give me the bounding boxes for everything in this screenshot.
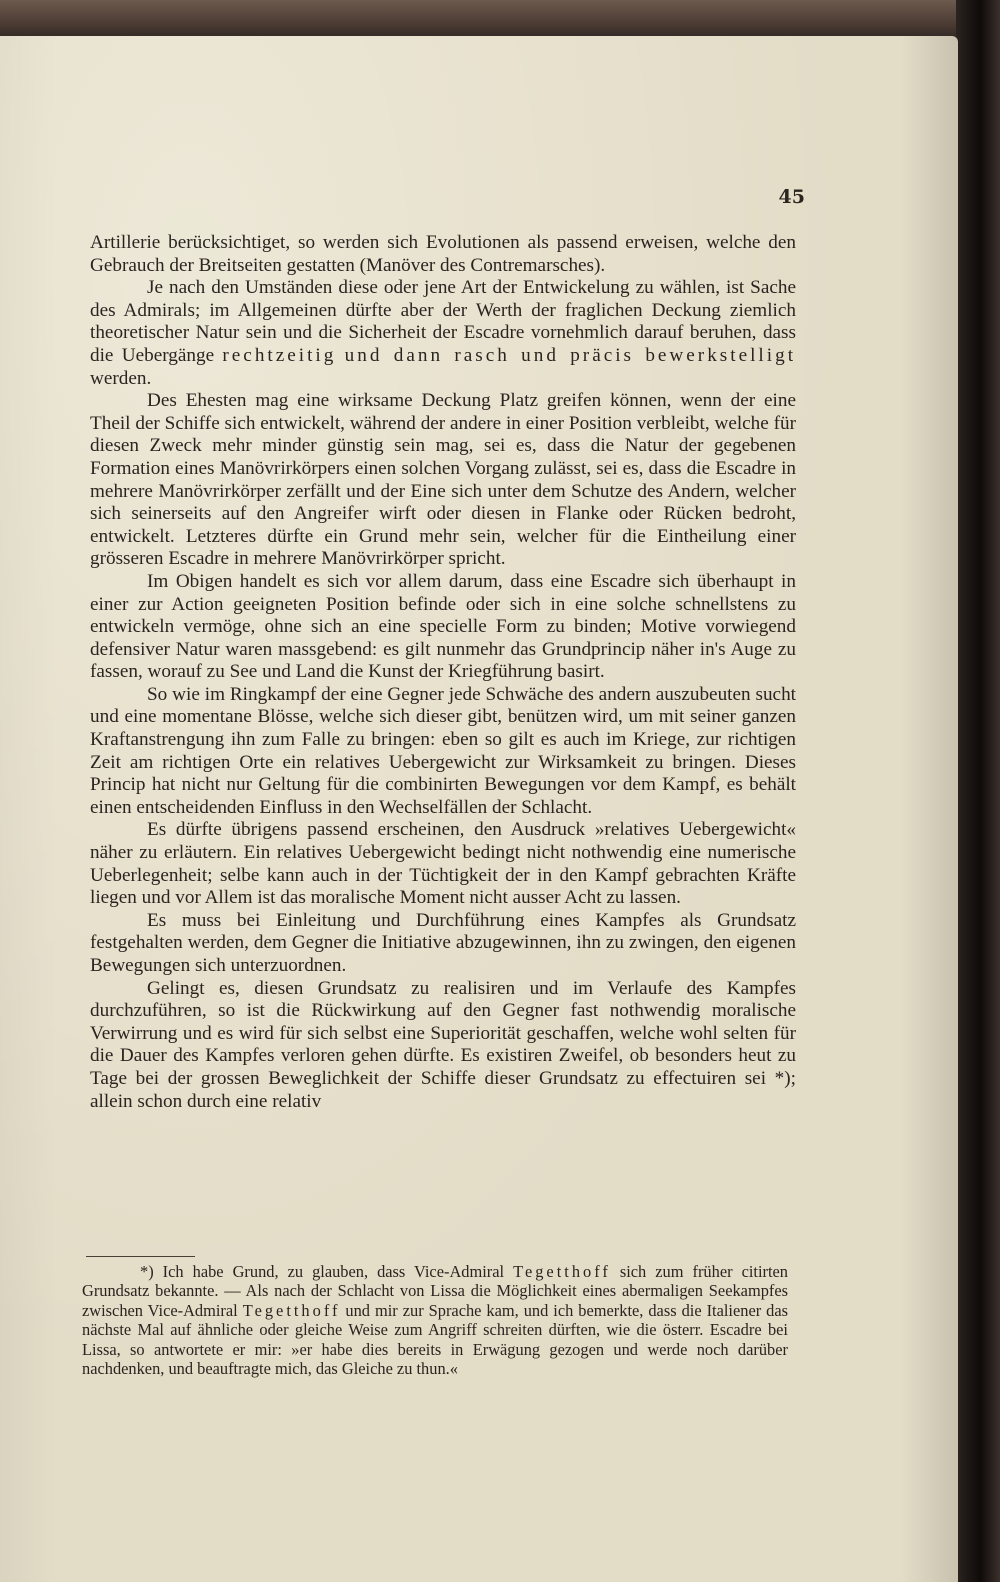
paragraph-p7	[90, 910, 796, 978]
paragraph-p1	[90, 232, 796, 277]
footnote-paragraph	[82, 1262, 788, 1378]
text-run: So wie im Ringkampf der eine Gegner jede Schwäche des andern auszubeuten sucht und eine momentane Blösse, welche sich dieser gibt, benützen wird, um mit seiner ganzen Kraftanstrengung ihn zum Falle zu bringen: eben so gilt es auch im Kriege, zur richtigen Zeit am richtigen Orte ein relatives Uebergewicht zur Wirksamkeit zu bringen. Dieses Princip hat nicht nur Geltung für die combinirten Bewegungen vor dem Kampf, es behält einen entscheidenden Einfluss in den Wechselfällen der Schlacht.	[90, 683, 796, 818]
footnote	[82, 1262, 788, 1378]
text-run	[336, 345, 344, 366]
text-run: Je nach den Umständen diese oder jene Art der Entwickelung zu wählen, ist Sache des Admirals; im Allgemeinen dürfte aber der Werth der fraglichen Deckung ziemlich theoretischer Natur sein und die Sicherheit der Escadre vornehmlich darauf beruhen, dass die Uebergänge	[90, 277, 796, 366]
paragraph-p3	[90, 390, 796, 571]
text-run: sich zum früher citirten Grundsatz bekannte. — Als nach der Schlacht von Lissa die Möglichkeit eines abermaligen Seekampfes zwischen Vice-Admiral	[82, 1262, 788, 1320]
text-run: Es muss bei Einleitung und Durchführung eines Kampfes als Grundsatz festgehalten werden, dem Gegner die Initiative abzugewinnen, ihn zu zwingen, den eigenen Bewegungen sich unterzuordnen.	[90, 909, 796, 976]
text-run: Artillerie berücksichtiget, so werden sich Evolutionen als passend erweisen, welche den Gebrauch der Breitseiten gestatten (Manöver des Contremarsches).	[90, 232, 796, 276]
text-run: Des Ehesten mag eine wirksame Deckung Platz greifen können, wenn der eine Theil der Schiffe sich entwickelt, während der andere in einer Position verbleibt, welche für diesen Zweck mehr minder günstig sein mag, sei es, dass die Natur der gegebenen Formation eines Manövrirkörpers einen solchen Vorgang zulässt, sei es, dass die Escadre in mehrere Manövrirkörper zerfällt und der Eine sich unter dem Schutze des Andern, welcher sich seinerseits auf den Angreifer wirft oder diesen in Flanke oder Rücken bedroht, entwickelt. Letzteres dürfte ein Grund mehr sein, welcher für die Eintheilung einer grösseren Escadre in mehrere Manövrirkörper spricht.	[90, 390, 796, 570]
page-number: 45	[778, 186, 805, 208]
paragraph-p8	[90, 978, 796, 1114]
footnote-divider	[86, 1256, 195, 1257]
text-run: werden.	[90, 367, 152, 389]
text-run: *) Ich habe Grund, zu glauben, dass Vice-Admiral	[140, 1262, 514, 1281]
text-run: Gelingt es, diesen Grundsatz zu realisiren und im Verlaufe des Kampfes durchzuführen, so ist die Rückwirkung auf den Gegner fast nothwendig moralische Verwirrung und es wird für sich selbst eine Superiorität geschaffen, welche wohl selten für die Dauer des Kampfes verloren gehen dürfte. Es existiren Zweifel, ob besonders heut zu Tage bei der grossen Beweglichkeit der Schiffe dieser Grundsatz zu effectuiren sei *); allein schon durch eine relativ	[90, 977, 796, 1112]
spaced-emphasis-text: rechtzeitig	[222, 344, 337, 366]
spaced-emphasis-text: Tegetthoff	[242, 1300, 341, 1320]
book-spine-edge	[956, 0, 1000, 1582]
paragraph-p4	[90, 571, 796, 684]
text-run: Im Obigen handelt es sich vor allem darum, dass eine Escadre sich überhaupt in einer zur Action geeigneten Position befinde oder sich in eine solche schnellstens zu entwickeln vermöge, ohne sich an eine specielle Form zu binden; Motive vorwiegend defensiver Natur waren massgebend: es gilt nunmehr das Grundprincip näher in's Auge zu fassen, worauf zu See und Land die Kunst der Kriegführung basirt.	[90, 570, 796, 683]
spaced-emphasis-text: und dann rasch und präcis bewerkstelligt	[344, 344, 797, 366]
spaced-emphasis-text: Tegetthoff	[513, 1262, 611, 1281]
text-run: und mir zur Sprache kam, und ich bemerkte, dass die Italiener das nächste Mal auf ähnliche oder gleiche Weise zum Angriff schreiten dürften, wie die österr. Escadre bei Lissa, so antwortete er mir: »er habe dies bereits in Erwägung gezogen und werde noch darüber nachdenken, und beauftragte mich, das Gleiche zu thun.«	[82, 1300, 789, 1379]
paragraph-p5	[90, 684, 796, 820]
book-top-edge	[0, 0, 1000, 40]
paragraph-p2	[90, 277, 796, 390]
text-run: Es dürfte übrigens passend erscheinen, den Ausdruck »relatives Uebergewicht« näher zu erläutern. Ein relatives Uebergewicht bedingt nicht nothwendig eine numerische Ueberlegenheit; selbe kann auch in der Tüchtigkeit der in den Kampf gebrachten Kräfte liegen und vor Allem ist das moralische Moment nicht ausser Acht zu lassen.	[90, 819, 796, 909]
paragraph-p6	[90, 819, 796, 909]
body-text	[90, 232, 796, 1113]
